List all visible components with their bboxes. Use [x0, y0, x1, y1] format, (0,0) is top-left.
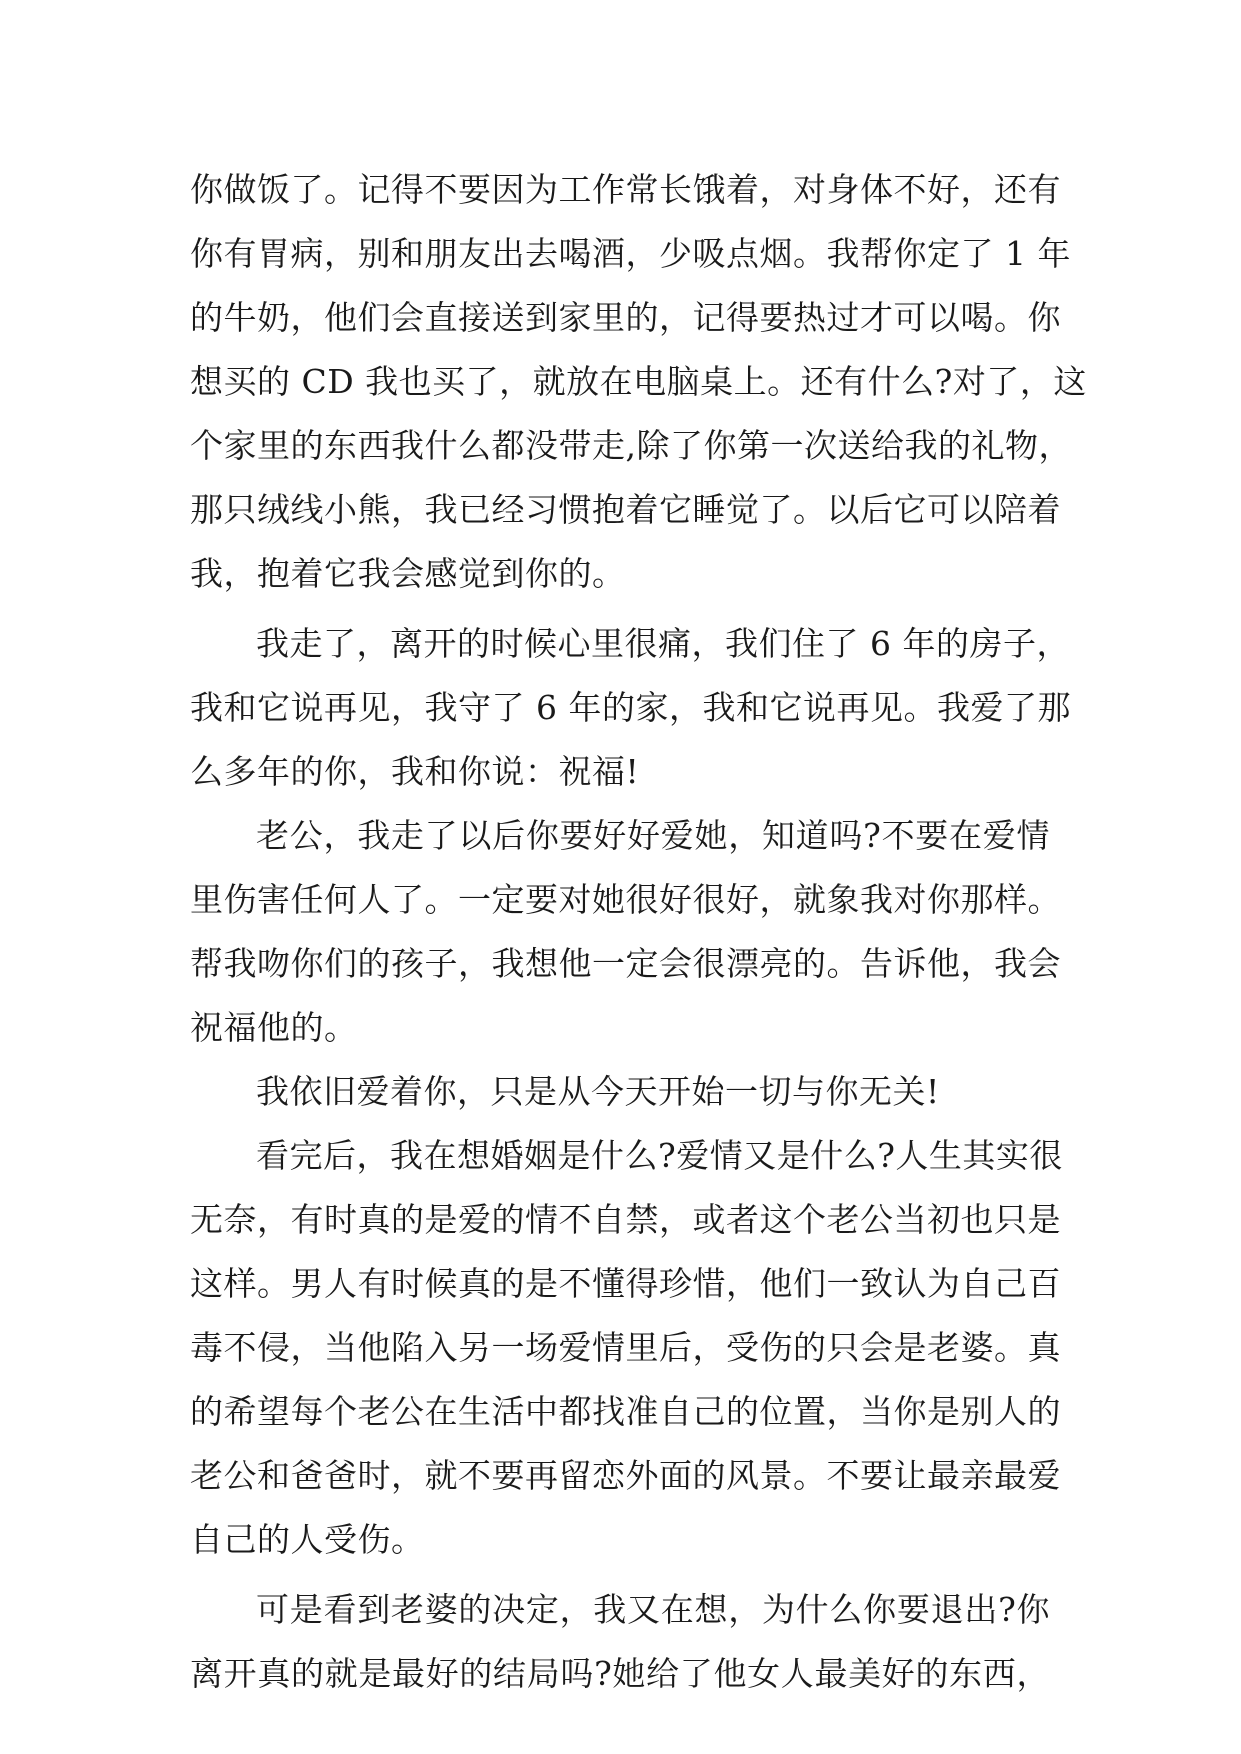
- paragraph-3: [190, 804, 1061, 1060]
- text-line: 的牛奶，他们会直接送到家里的，记得要热过才可以喝。你: [190, 298, 1061, 337]
- text-line: 你做饭了。记得不要因为工作常长饿着，对身体不好，还有: [190, 170, 1061, 209]
- text-line: 离开真的就是最好的结局吗?她给了他女人最美好的东西，: [190, 1654, 1050, 1693]
- text-line: 我和它说再见，我守了 6 年的家，我和它说再见。我爱了那: [190, 688, 1071, 727]
- text-line: 老公和爸爸时，就不要再留恋外面的风景。不要让最亲最爱: [190, 1456, 1061, 1495]
- text-line: 那只绒线小熊，我已经习惯抱着它睡觉了。以后它可以陪着: [190, 490, 1061, 529]
- document-page: [190, 158, 1087, 1706]
- text-line: 的希望每个老公在生活中都找准自己的位置，当你是别人的: [190, 1392, 1061, 1431]
- text-line: 自己的人受伤。: [190, 1520, 425, 1559]
- text-line: 老公，我走了以后你要好好爱她，知道吗?不要在爱情: [256, 816, 1050, 855]
- text-line: 帮我吻你们的孩子，我想他一定会很漂亮的。告诉他，我会: [190, 944, 1061, 983]
- text-line: 看完后，我在想婚姻是什么?爱情又是什么?人生其实很: [256, 1136, 1063, 1175]
- text-line: 我，抱着它我会感觉到你的。: [190, 554, 626, 593]
- paragraph-5: [190, 1124, 1063, 1572]
- text-line: 个家里的东西我什么都没带走,除了你第一次送给我的礼物，: [190, 426, 1072, 465]
- text-line: 无奈，有时真的是爱的情不自禁，或者这个老公当初也只是: [190, 1200, 1061, 1239]
- text-line: 祝福他的。: [190, 1008, 358, 1047]
- text-line: 我依旧爱着你，只是从今天开始一切与你无关!: [256, 1072, 940, 1111]
- text-line: 么多年的你，我和你说：祝福!: [190, 752, 640, 791]
- text-line: 可是看到老婆的决定，我又在想，为什么你要退出?你: [256, 1590, 1050, 1629]
- text-line: 里伤害任何人了。一定要对她很好很好，就象我对你那样。: [190, 880, 1061, 919]
- text-line: 这样。男人有时候真的是不懂得珍惜，他们一致认为自己百: [190, 1264, 1061, 1303]
- text-line: 想买的 CD 我也买了，就放在电脑桌上。还有什么?对了，这: [190, 362, 1087, 401]
- text-line: 毒不侵，当他陷入另一场爱情里后，受伤的只会是老婆。真: [190, 1328, 1061, 1367]
- paragraph-1: [190, 158, 1087, 606]
- text-line: 你有胃病，别和朋友出去喝酒，少吸点烟。我帮你定了 1 年: [190, 234, 1071, 273]
- paragraph-6: [190, 1578, 1050, 1706]
- paragraph-4: [190, 1060, 1050, 1124]
- paragraph-2: [190, 612, 1071, 804]
- text-line: 我走了，离开的时候心里很痛，我们住了 6 年的房子，: [256, 624, 1070, 663]
